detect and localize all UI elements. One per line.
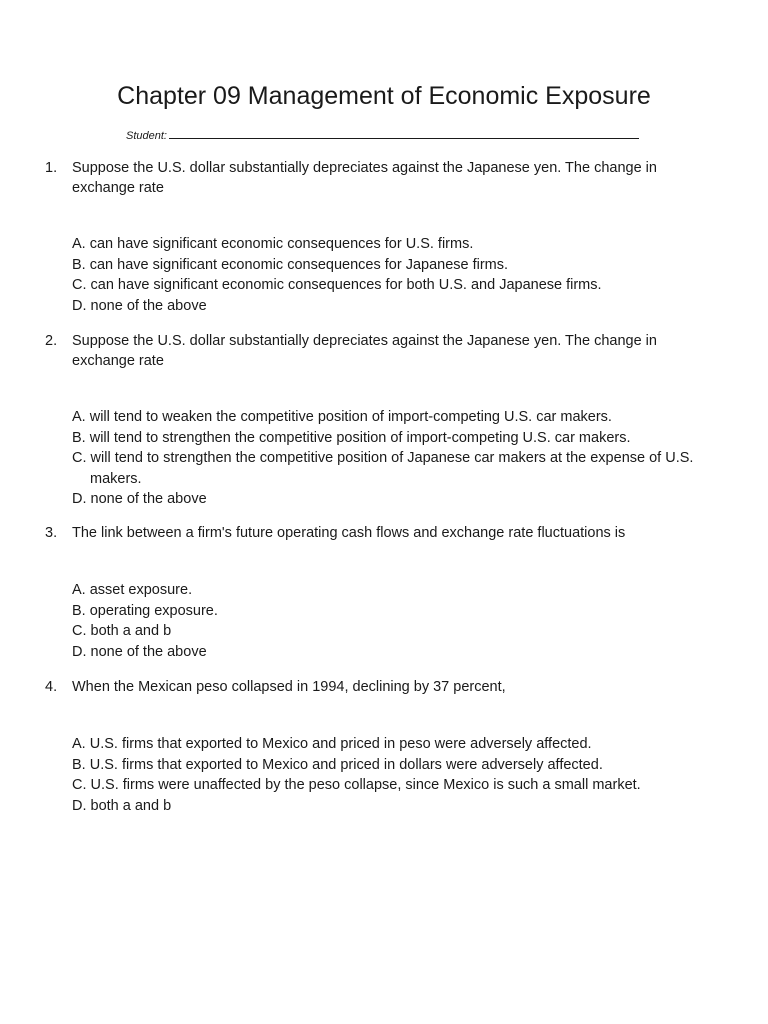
choice-d: D. both a and b — [72, 797, 172, 814]
choice-c: C. can have significant economic consequences for both U.S. and Japanese firms. — [72, 277, 602, 293]
choice-d: D. none of the above — [72, 297, 207, 314]
student-name-line — [169, 127, 639, 139]
choice-list — [72, 580, 732, 662]
choice-list — [72, 734, 732, 816]
choice-b: B. can have significant economic consequences for Japanese firms. — [72, 256, 509, 273]
choice-d: D. none of the above — [72, 643, 207, 660]
choice-c: C. U.S. firms were unaffected by the peso collapse, since Mexico is such a small market. — [72, 777, 641, 793]
choice-c: C. both a and b — [72, 623, 172, 639]
choice-list — [72, 234, 732, 316]
choice-d: D. none of the above — [72, 491, 207, 507]
question-stem: When the Mexican peso collapsed in 1994, declining by 37 percent, — [72, 679, 506, 695]
choice-b: B. will tend to strengthen the competitive position of import-competing U.S. car makers. — [72, 429, 631, 446]
choice-b: B. operating exposure. — [72, 602, 218, 619]
choice-a: A. asset exposure. — [72, 582, 193, 598]
choice-a: A. can have significant economic consequences for U.S. firms. — [72, 236, 474, 252]
choice-c: C. will tend to strengthen the competitive position of Japanese car makers at the expense of U.S. makers. — [72, 450, 694, 487]
question-number: 2. — [45, 333, 58, 349]
question-stem: Suppose the U.S. dollar substantially depreciates against the Japanese yen. The change in exchange rate — [72, 333, 657, 369]
choice-list — [72, 407, 732, 510]
question-stem: Suppose the U.S. dollar substantially depreciates against the Japanese yen. The change in exchange rate — [72, 160, 657, 196]
page-title: Chapter 09 Management of Economic Exposure — [117, 82, 651, 110]
student-label: Student: — [126, 130, 167, 142]
choice-a: A. U.S. firms that exported to Mexico and priced in peso were adversely affected. — [72, 736, 592, 752]
choice-a: A. will tend to weaken the competitive position of import-competing U.S. car makers. — [72, 409, 612, 425]
question-number: 3. — [45, 525, 58, 541]
student-field — [126, 127, 639, 143]
question-stem: The link between a firm's future operating cash flows and exchange rate fluctuations is — [72, 525, 626, 541]
choice-b: B. U.S. firms that exported to Mexico and priced in dollars were adversely affected. — [72, 756, 603, 773]
question-number: 1. — [45, 160, 58, 176]
question-number: 4. — [45, 679, 58, 695]
